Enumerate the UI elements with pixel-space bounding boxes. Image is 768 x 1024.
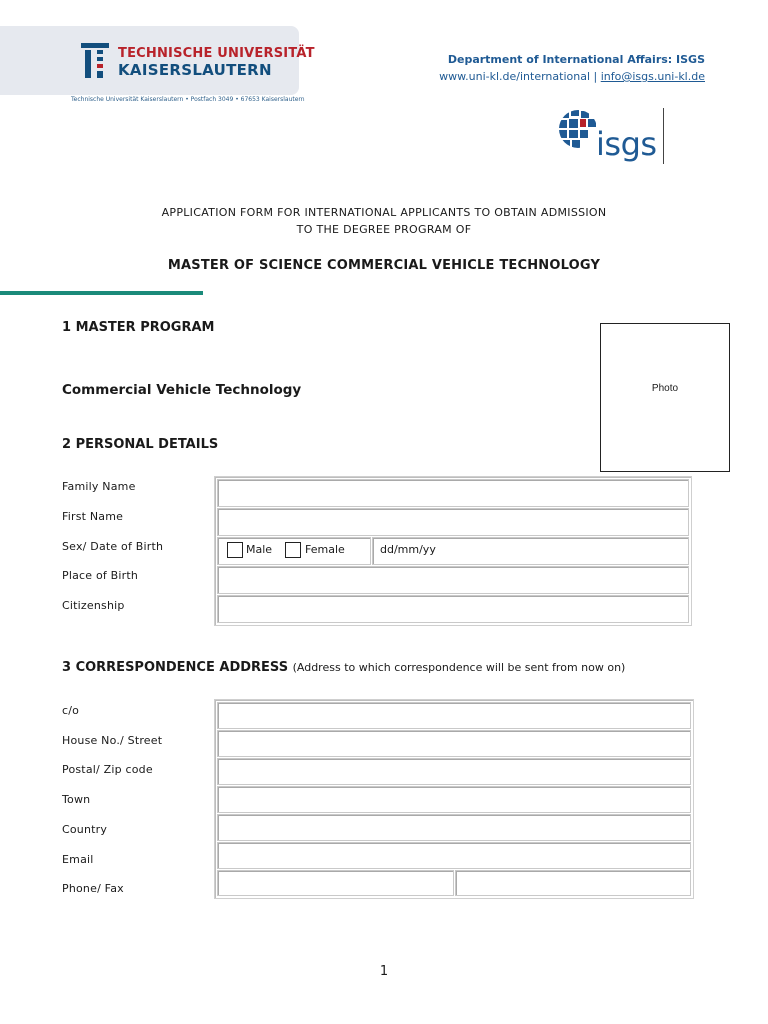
first-name-field[interactable] xyxy=(217,508,689,536)
website-link[interactable]: www.uni-kl.de/international | xyxy=(439,70,598,83)
town-label: Town xyxy=(62,793,91,806)
date-of-birth-placeholder: dd/mm/yy xyxy=(380,543,436,556)
tu-kl-logo-icon xyxy=(79,43,111,79)
street-field[interactable] xyxy=(217,730,691,757)
section-heading-correspondence-address xyxy=(62,660,625,675)
department-title: Department of International Affairs: ISGS xyxy=(447,53,705,66)
department-contact xyxy=(439,70,705,83)
family-name-field[interactable] xyxy=(217,479,689,507)
place-of-birth-field[interactable] xyxy=(217,566,689,594)
section-heading-personal-details: 2 PERSONAL DETAILS xyxy=(62,437,219,452)
email-label: Email xyxy=(62,853,94,866)
female-checkbox[interactable] xyxy=(285,542,301,558)
sex-dob-label: Sex/ Date of Birth xyxy=(62,540,164,553)
family-name-label: Family Name xyxy=(62,480,136,493)
page-number: 1 xyxy=(379,964,389,979)
co-label: c/o xyxy=(62,704,80,717)
email-field[interactable] xyxy=(217,842,691,869)
accent-rule xyxy=(0,291,203,295)
isgs-globe-icon xyxy=(558,106,598,152)
university-name-line2: KAISERSLAUTERN xyxy=(118,61,272,79)
university-name-line1: TECHNISCHE UNIVERSITÄT xyxy=(118,46,315,61)
program-name: Commercial Vehicle Technology xyxy=(62,382,302,398)
section-heading-master-program: 1 MASTER PROGRAM xyxy=(62,320,215,335)
email-link[interactable]: info@isgs.uni-kl.de xyxy=(600,70,705,83)
phone-fax-label: Phone/ Fax xyxy=(62,882,124,895)
male-checkbox[interactable] xyxy=(227,542,243,558)
place-of-birth-label: Place of Birth xyxy=(62,569,139,582)
correspondence-heading-text: 3 CORRESPONDENCE ADDRESS xyxy=(62,660,289,675)
isgs-logo-text: isgs xyxy=(596,125,657,163)
university-postal-address: Technische Universität Kaiserslautern • Postfach 3049 • 67653 Kaiserslautern xyxy=(71,96,305,103)
citizenship-field[interactable] xyxy=(217,595,689,623)
isgs-logo-divider xyxy=(663,108,664,164)
zip-label: Postal/ Zip code xyxy=(62,763,153,776)
country-label: Country xyxy=(62,823,108,836)
first-name-label: First Name xyxy=(62,510,124,523)
citizenship-label: Citizenship xyxy=(62,599,125,612)
co-field[interactable] xyxy=(217,702,691,729)
form-subtitle-line1: APPLICATION FORM FOR INTERNATIONAL APPLICANTS TO OBTAIN ADMISSION xyxy=(161,206,607,219)
country-field[interactable] xyxy=(217,814,691,841)
zip-field[interactable] xyxy=(217,758,691,785)
street-label: House No./ Street xyxy=(62,734,163,747)
phone-field[interactable] xyxy=(217,870,454,896)
male-option-label: Male xyxy=(246,543,273,556)
form-title: MASTER OF SCIENCE COMMERCIAL VEHICLE TECHNOLOGY xyxy=(167,258,601,273)
town-field[interactable] xyxy=(217,786,691,813)
female-option-label: Female xyxy=(305,543,345,556)
fax-field[interactable] xyxy=(455,870,691,896)
photo-box[interactable] xyxy=(600,323,730,472)
photo-label: Photo xyxy=(651,383,679,394)
form-subtitle-line2: TO THE DEGREE PROGRAM OF xyxy=(296,223,472,236)
correspondence-note: (Address to which correspondence will be sent from now on) xyxy=(292,661,626,674)
